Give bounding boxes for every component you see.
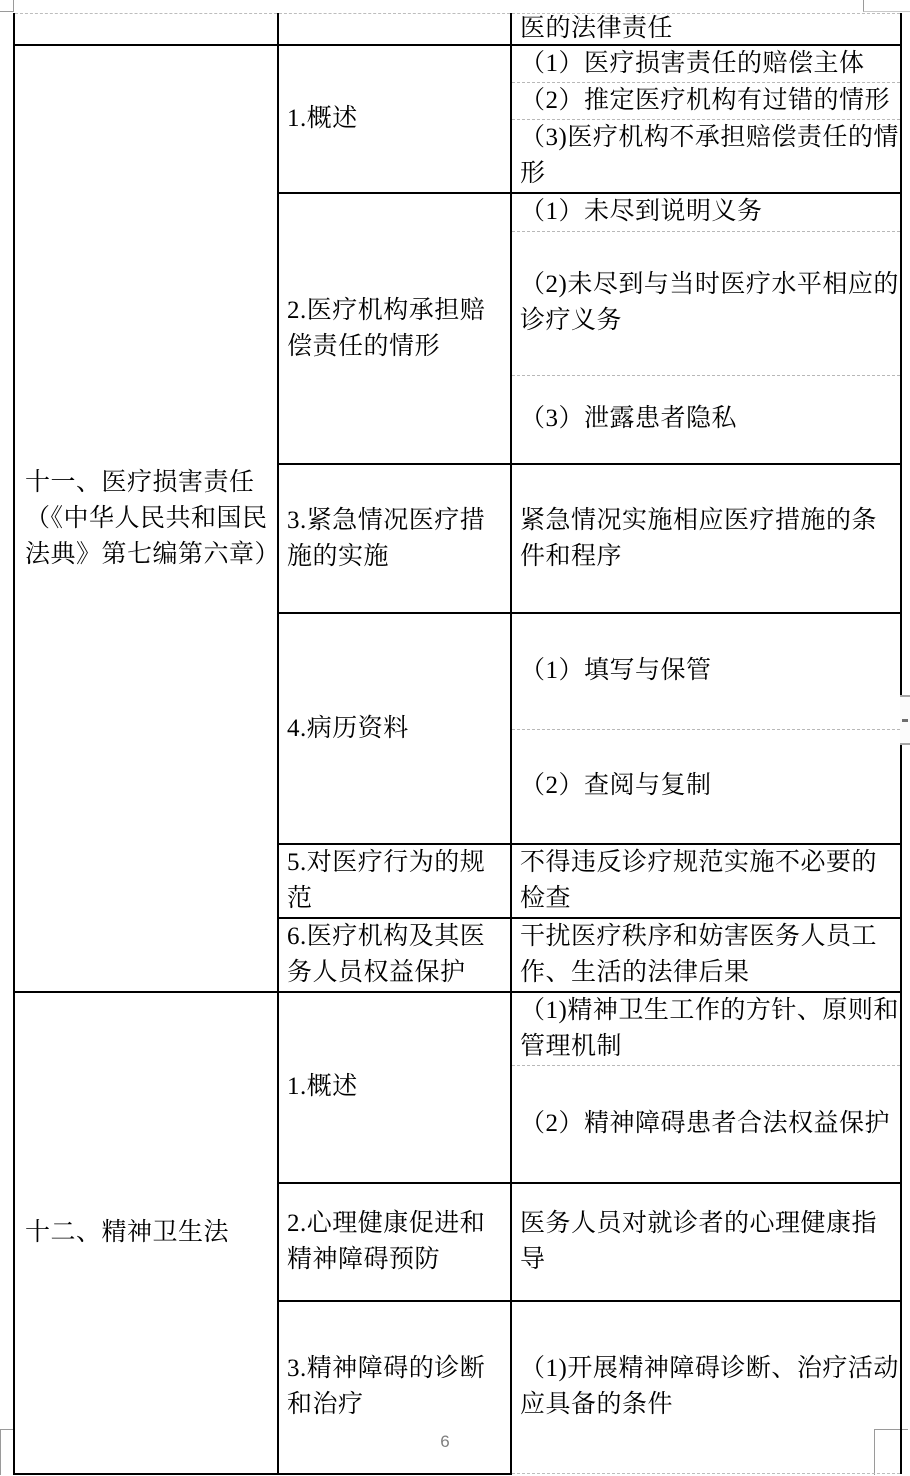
item-cell: （2)未尽到与当时医疗水平相应的诊疗义务 [511,231,901,375]
topic-cell: 5.对医疗行为的规范 [278,844,511,918]
topic-cell: 2.心理健康促进和精神障碍预防 [278,1183,511,1301]
crop-mark-top-left [0,0,14,12]
table-row [14,45,901,83]
item-cell: （1)开展精神障碍诊断、治疗活动应具备的条件 [511,1301,901,1474]
item-cell: （3）泄露患者隐私 [511,375,901,464]
continuation-empty-cell [278,14,511,46]
item-cell: （2）推定医疗机构有过错的情形 [511,83,901,120]
item-cell: 紧急情况实施相应医疗措施的条件和程序 [511,464,901,613]
item-cell: （2）精神障碍患者合法权益保护 [511,1066,901,1183]
vertical-scrollbar-thumb[interactable] [900,695,910,745]
syllabus-table [13,13,902,1475]
continuation-empty-cell [14,14,278,46]
topic-cell: 1.概述 [278,45,511,193]
item-cell: （1)精神卫生工作的方针、原则和管理机制 [511,992,901,1066]
topic-cell: 4.病历资料 [278,613,511,844]
page-number: 6 [440,1432,450,1451]
scrollbar-grip-icon [902,719,908,722]
topic-cell: 6.医疗机构及其医务人员权益保护 [278,918,511,992]
item-cell: 不得违反诊疗规范实施不必要的检查 [511,844,901,918]
item-cell: 干扰医疗秩序和妨害医务人员工作、生活的法律后果 [511,918,901,992]
item-cell: （3)医疗机构不承担赔偿责任的情形 [511,120,901,194]
continuation-item-cell: 医的法律责任 [511,14,901,46]
topic-cell: 3.精神障碍的诊断和治疗 [278,1301,511,1474]
item-cell: 医务人员对就诊者的心理健康指导 [511,1183,901,1301]
topic-cell: 2.医疗机构承担赔偿责任的情形 [278,193,511,464]
topic-cell: 1.概述 [278,992,511,1183]
item-cell: （1）医疗损害责任的赔偿主体 [511,45,901,83]
section-11-title-cell: 十一、医疗损害责任（《中华人民共和国民法典》第七编第六章） [14,45,278,992]
crop-mark-top-right [863,0,910,12]
item-cell: （2）查阅与复制 [511,729,901,844]
table-row [14,14,901,46]
table-row [14,992,901,1066]
item-cell: （1）填写与保管 [511,613,901,729]
section-12-title-cell: 十二、精神卫生法 [14,992,278,1474]
topic-cell: 3.紧急情况医疗措施的实施 [278,464,511,613]
item-cell: （1）未尽到说明义务 [511,193,901,231]
